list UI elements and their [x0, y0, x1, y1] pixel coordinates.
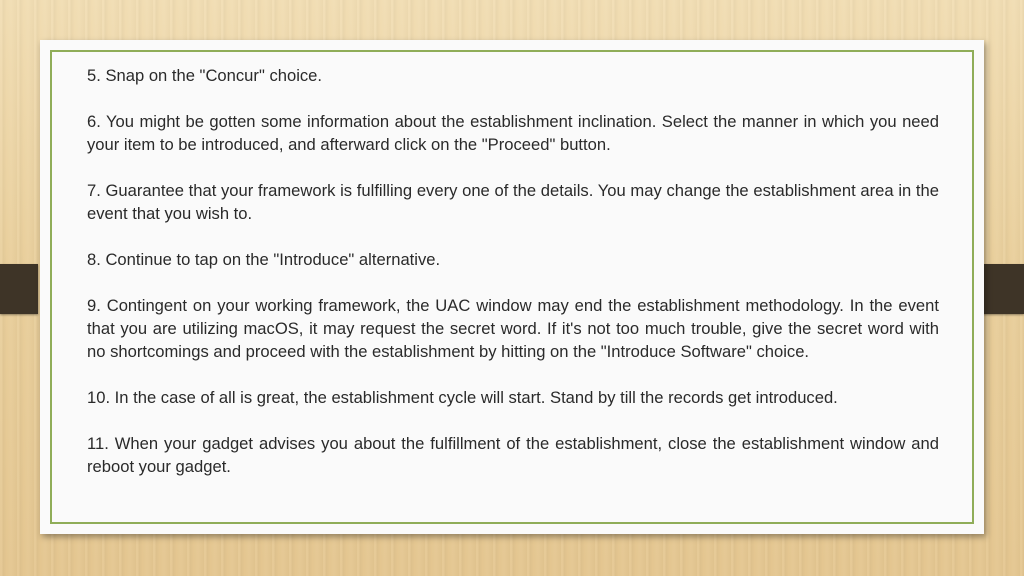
- step-5: 5. Snap on the "Concur" choice.: [87, 66, 323, 85]
- step-11: 11. When your gadget advises you about the fulfillment of the establishment, close the establishment window and reboot your gadget.: [87, 434, 939, 476]
- step-7: 7. Guarantee that your framework is fulfilling every one of the details. You may change the establishment area in the event that you wish to.: [87, 181, 939, 223]
- step-6: 6. You might be gotten some information about the establishment inclination. Select the manner in which you need your item to be introduced, and afterward click on the "Proceed" button.: [87, 112, 939, 154]
- steps-list: [87, 64, 939, 501]
- step-8: 8. Continue to tap on the "Introduce" alternative.: [87, 250, 441, 269]
- step-9: 9. Contingent on your working framework, the UAC window may end the establishment methodology. In the event that you are utilizing macOS, it may request the secret word. If it's not too much trouble, give the secret word with no shortcomings and proceed with the establishment by hitting on the "Introduce Software" choice.: [87, 296, 939, 361]
- left-side-tab: [0, 264, 38, 314]
- step-10: 10. In the case of all is great, the establishment cycle will start. Stand by till the records get introduced.: [87, 388, 838, 407]
- slide-card: [40, 40, 984, 534]
